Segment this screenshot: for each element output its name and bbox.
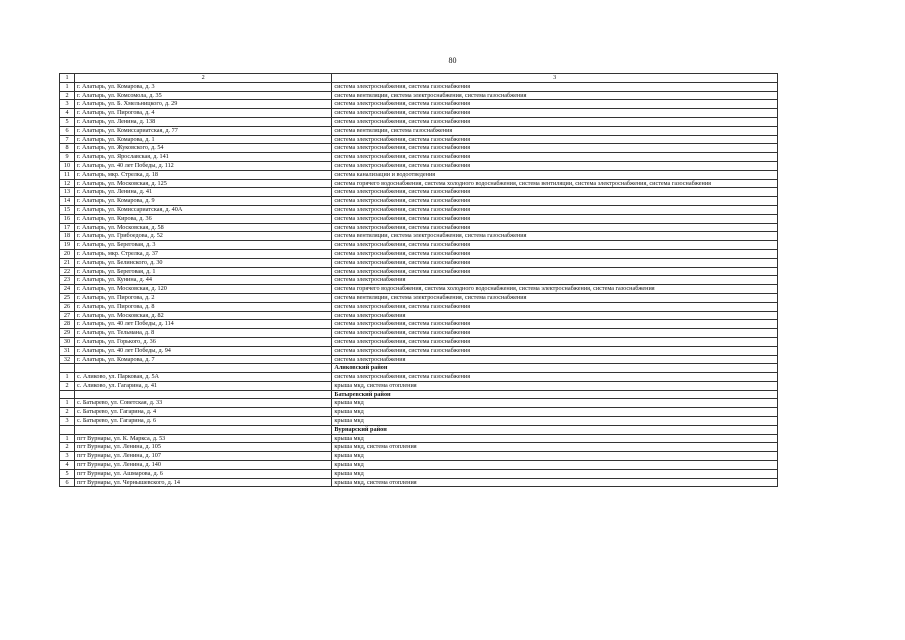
table-row [60,232,778,241]
row-number: 5 [60,117,75,126]
row-address: г. Алатырь, ул. Московская, д. 82 [75,311,332,320]
table-row [60,100,778,109]
table-row [60,249,778,258]
row-address: г. Алатырь, ул. Б. Хмельницкого, д. 29 [75,100,332,109]
table-row [60,329,778,338]
row-address: пгт Вурнары, ул. Ленина, д. 140 [75,461,332,470]
row-number: 28 [60,320,75,329]
row-number: 32 [60,355,75,364]
row-systems: система вентиляции, система газоснабжения [332,126,778,135]
row-number: 9 [60,153,75,162]
row-address: г. Алатырь, ул. Ленина, д. 41 [75,188,332,197]
row-number: 2 [60,443,75,452]
district-header-row [60,425,778,434]
table-row [60,320,778,329]
row-address: г. Алатырь, ул. Кунина, д. 44 [75,276,332,285]
row-number: 30 [60,337,75,346]
row-systems: крыша мкд [332,417,778,426]
table-row [60,469,778,478]
row-systems: система электроснабжения, система газоснабжения [332,197,778,206]
row-systems: крыша мкд [332,434,778,443]
row-address: г. Алатырь, мкр. Стрелка, д. 18 [75,170,332,179]
district-empty-cell [60,364,75,373]
table-row [60,117,778,126]
row-systems: крыша мкд [332,469,778,478]
row-number: 11 [60,170,75,179]
row-systems: система вентиляции, система электроснабжения, система газоснабжения [332,293,778,302]
row-number: 15 [60,205,75,214]
table-row [60,82,778,91]
row-systems: система электроснабжения, система газоснабжения [332,109,778,118]
table-row [60,337,778,346]
row-address: г. Алатырь, ул. 40 лет Победы, д. 94 [75,346,332,355]
district-name: Батыревский район [332,390,778,399]
table-row [60,346,778,355]
table-row [60,109,778,118]
row-number: 4 [60,461,75,470]
district-empty-cell [75,364,332,373]
district-empty-cell [60,425,75,434]
table-row [60,276,778,285]
row-systems: система электроснабжения, система газоснабжения [332,100,778,109]
row-systems: крыша мкд, система отопления [332,443,778,452]
row-systems: система электроснабжения, система газоснабжения [332,205,778,214]
table-row [60,443,778,452]
table-row [60,311,778,320]
row-number: 13 [60,188,75,197]
row-systems: система электроснабжения, система газоснабжения [332,135,778,144]
table-row [60,214,778,223]
row-address: пгт Вурнары, ул. Ленина, д. 105 [75,443,332,452]
row-systems: система электроснабжения, система газоснабжения [332,329,778,338]
row-number: 3 [60,452,75,461]
row-number: 31 [60,346,75,355]
row-systems: система электроснабжения, система газоснабжения [332,144,778,153]
row-address: пгт Вурнары, ул. Ашмарова, д. 6 [75,469,332,478]
row-number: 1 [60,82,75,91]
table-row [60,302,778,311]
row-systems: система электроснабжения, система газоснабжения [332,161,778,170]
row-number: 5 [60,469,75,478]
row-number: 29 [60,329,75,338]
district-empty-cell [75,425,332,434]
row-address: г. Алатырь, ул. Московская, д. 58 [75,223,332,232]
row-number: 2 [60,91,75,100]
row-address: г. Алатырь, ул. Комарова, д. 1 [75,135,332,144]
district-empty-cell [60,390,75,399]
row-address: г. Алатырь, ул. Комарова, д. 9 [75,197,332,206]
row-systems: система электроснабжения [332,355,778,364]
row-number: 3 [60,417,75,426]
row-address: г. Алатырь, ул. Ленина, д. 138 [75,117,332,126]
row-number: 24 [60,285,75,294]
row-systems: система электроснабжения, система газоснабжения [332,267,778,276]
row-address: с. Батырево, ул. Советская, д. 33 [75,399,332,408]
row-address: г. Алатырь, ул. Жуковского, д. 54 [75,144,332,153]
row-address: г. Алатырь, ул. Пирогова, д. 4 [75,109,332,118]
row-systems: система горячего водоснабжения, система холодного водоснабжения, система вентиляции, система электроснабжения, система газоснабжения [332,179,778,188]
row-number: 1 [60,373,75,382]
row-address: г. Алатырь, ул. 40 лет Победы, д. 114 [75,320,332,329]
row-address: г. Алатырь, ул. Пирогова, д. 8 [75,302,332,311]
row-number: 1 [60,434,75,443]
table-row [60,144,778,153]
row-systems: система электроснабжения, система газоснабжения [332,320,778,329]
row-systems: система электроснабжения, система газоснабжения [332,373,778,382]
row-address: пгт Вурнары, ул. К. Маркса, д. 53 [75,434,332,443]
row-number: 6 [60,126,75,135]
row-address: г. Алатырь, ул. Береговая, д. 1 [75,267,332,276]
row-address: г. Алатырь, ул. Горького, д. 36 [75,337,332,346]
table-row [60,461,778,470]
row-address: с. Батырево, ул. Гагарина, д. 4 [75,408,332,417]
table-row [60,381,778,390]
header-col-1: 1 [60,74,75,83]
district-name: Вурнарский район [332,425,778,434]
row-systems: система электроснабжения, система газоснабжения [332,241,778,250]
row-address: г. Алатырь, ул. Комиссариатская, д. 77 [75,126,332,135]
header-col-3: 3 [332,74,778,83]
row-address: г. Алатырь, ул. Комиссариатская, д. 40А [75,205,332,214]
row-address: г. Алатырь, ул. Комарова, д. 3 [75,82,332,91]
row-address: г. Алатырь, ул. Пирогова, д. 2 [75,293,332,302]
table-row [60,452,778,461]
row-address: с. Батырево, ул. Гагарина, д. 6 [75,417,332,426]
row-systems: крыша мкд [332,408,778,417]
row-address: г. Алатырь, ул. Береговая, д. 3 [75,241,332,250]
district-header-row [60,390,778,399]
table-row [60,258,778,267]
row-number: 27 [60,311,75,320]
table-row [60,417,778,426]
row-systems: система электроснабжения, система газоснабжения [332,258,778,267]
table-header-row [60,74,778,83]
row-systems: система вентиляции, система электроснабжения, система газоснабжения [332,91,778,100]
table-row [60,91,778,100]
row-systems: крыша мкд, система отопления [332,381,778,390]
row-address: пгт Вурнары, ул. Чернышевского, д. 14 [75,478,332,487]
row-systems: система электроснабжения, система газоснабжения [332,214,778,223]
row-systems: система электроснабжения, система газоснабжения [332,153,778,162]
table-row [60,399,778,408]
table-row [60,161,778,170]
row-number: 20 [60,249,75,258]
row-address: с. Аликово, ул. Парковая, д. 5А [75,373,332,382]
table-row [60,170,778,179]
row-number: 19 [60,241,75,250]
row-address: г. Алатырь, мкр. Стрелка, д. 37 [75,249,332,258]
row-systems: система канализации и водоотведения [332,170,778,179]
table-row [60,179,778,188]
table-row [60,205,778,214]
row-address: г. Алатырь, ул. Комсомола, д. 35 [75,91,332,100]
row-systems: система электроснабжения, система газоснабжения [332,188,778,197]
table-row [60,188,778,197]
table-body [60,74,778,487]
row-systems: крыша мкд [332,399,778,408]
row-systems: крыша мкд [332,461,778,470]
repair-register-table [59,73,778,487]
row-number: 4 [60,109,75,118]
row-systems: система электроснабжения, система газоснабжения [332,117,778,126]
district-empty-cell [75,390,332,399]
table-row [60,285,778,294]
table-row [60,478,778,487]
table-row [60,373,778,382]
row-address: пгт Вурнары, ул. Ленина, д. 107 [75,452,332,461]
row-systems: система электроснабжения, система газоснабжения [332,302,778,311]
table-row [60,293,778,302]
row-address: г. Алатырь, ул. Комарова, д. 7 [75,355,332,364]
row-address: г. Алатырь, ул. Грибоедова, д. 52 [75,232,332,241]
row-number: 2 [60,381,75,390]
row-address: г. Алатырь, ул. Ярославская, д. 141 [75,153,332,162]
table-row [60,241,778,250]
row-number: 7 [60,135,75,144]
row-number: 6 [60,478,75,487]
row-systems: крыша мкд, система отопления [332,478,778,487]
row-number: 12 [60,179,75,188]
row-systems: система электроснабжения, система газоснабжения [332,346,778,355]
row-address: г. Алатырь, ул. Кирова, д. 36 [75,214,332,223]
table-row [60,135,778,144]
row-systems: система горячего водоснабжения, система холодного водоснабжения, система электроснабжения, система газоснабжения [332,285,778,294]
row-systems: система электроснабжения [332,276,778,285]
row-systems: система электроснабжения, система газоснабжения [332,337,778,346]
row-number: 17 [60,223,75,232]
table-row [60,355,778,364]
table-row [60,408,778,417]
row-number: 2 [60,408,75,417]
row-number: 26 [60,302,75,311]
row-systems: система вентиляции, система электроснабжения, система газоснабжения [332,232,778,241]
table-row [60,153,778,162]
row-number: 18 [60,232,75,241]
row-number: 25 [60,293,75,302]
district-name: Аликовский район [332,364,778,373]
row-systems: система электроснабжения [332,311,778,320]
row-number: 22 [60,267,75,276]
table-row [60,267,778,276]
table-row [60,197,778,206]
row-number: 21 [60,258,75,267]
row-systems: система электроснабжения, система газоснабжения [332,223,778,232]
row-systems: система электроснабжения, система газоснабжения [332,249,778,258]
row-number: 8 [60,144,75,153]
page-number: 80 [448,56,457,65]
table-row [60,223,778,232]
district-header-row [60,364,778,373]
row-number: 16 [60,214,75,223]
row-number: 1 [60,399,75,408]
row-number: 23 [60,276,75,285]
row-address: г. Алатырь, ул. 40 лет Победы, д. 112 [75,161,332,170]
row-number: 3 [60,100,75,109]
row-systems: система электроснабжения, система газоснабжения [332,82,778,91]
row-number: 14 [60,197,75,206]
header-col-2: 2 [75,74,332,83]
row-address: г. Алатырь, ул. Белинского, д. 30 [75,258,332,267]
row-address: г. Алатырь, ул. Тельмана, д. 8 [75,329,332,338]
row-address: г. Алатырь, ул. Московская, д. 125 [75,179,332,188]
table-row [60,434,778,443]
row-address: с. Аликово, ул. Гагарина, д. 41 [75,381,332,390]
row-number: 10 [60,161,75,170]
row-systems: крыша мкд [332,452,778,461]
row-address: г. Алатырь, ул. Московская, д. 120 [75,285,332,294]
table-row [60,126,778,135]
